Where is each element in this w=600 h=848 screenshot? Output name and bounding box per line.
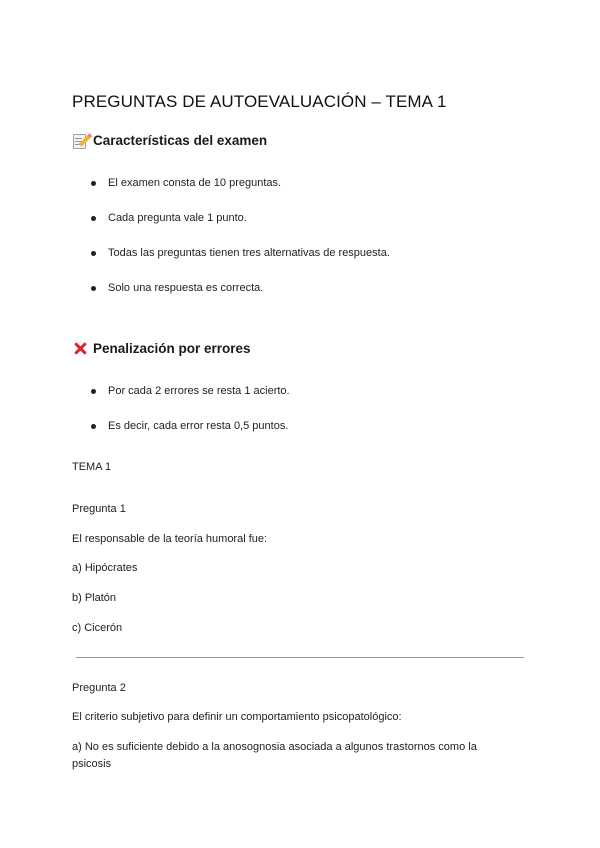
memo-icon (72, 132, 88, 148)
list-item-text: Todas las preguntas tienen tres alternativas de respuesta. (108, 247, 390, 259)
list-item-text: Es decir, cada error resta 0,5 puntos. (108, 420, 289, 432)
penalty-heading-text: Penalización por errores (93, 340, 251, 356)
bullet-dot (91, 389, 96, 394)
characteristics-heading (72, 132, 267, 148)
bullet-dot (91, 251, 96, 256)
answer-option: c) Cicerón (72, 622, 123, 634)
list-item-text: El examen consta de 10 preguntas. (108, 177, 282, 189)
list-item (91, 420, 288, 432)
cross-mark-icon (72, 340, 88, 356)
question-label: Pregunta 1 (72, 503, 126, 515)
page-title: PREGUNTAS DE AUTOEVALUACIÓN – TEMA 1 (72, 92, 447, 111)
horizontal-divider (76, 657, 524, 658)
list-item (91, 177, 281, 189)
list-item (91, 247, 390, 259)
question-statement: El criterio subjetivo para definir un comportamiento psicopatológico: (72, 711, 402, 723)
bullet-dot (91, 216, 96, 221)
question-statement: El responsable de la teoría humoral fue: (72, 533, 268, 545)
topic-label: TEMA 1 (72, 461, 112, 473)
answer-option: a) No es suficiente debido a la anosognosia asociada a algunos trastornos como la psicosis (72, 741, 477, 770)
bullet-dot (91, 181, 96, 186)
list-item (91, 385, 290, 397)
bullet-dot (91, 286, 96, 291)
characteristics-heading-text: Características del examen (93, 132, 268, 148)
list-item (91, 212, 247, 224)
question-label: Pregunta 2 (72, 682, 126, 694)
penalty-heading (72, 340, 251, 356)
answer-option: a) Hipócrates (72, 562, 138, 574)
list-item-text: Por cada 2 errores se resta 1 acierto. (108, 385, 290, 397)
bullet-dot (91, 424, 96, 429)
list-item (91, 282, 263, 294)
list-item-text: Cada pregunta vale 1 punto. (108, 212, 247, 224)
list-item-text: Solo una respuesta es correcta. (108, 282, 264, 294)
answer-option: b) Platón (72, 592, 117, 604)
